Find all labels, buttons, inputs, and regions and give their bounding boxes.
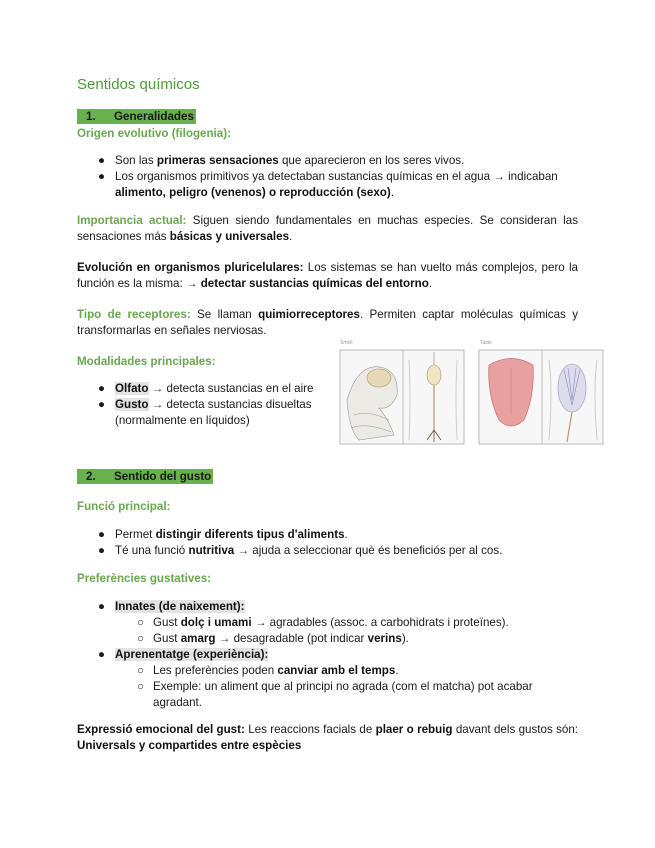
funcio-heading: Funció principal: — [77, 500, 171, 513]
section-1-heading — [77, 110, 196, 123]
expressio-paragraph: Expressió emocional del gust: Les reaccions facials de plaer o rebuig davant dels gustos són: Universals y compartides entre espècies — [77, 723, 578, 752]
smell-caption: Smell — [340, 340, 353, 346]
bullet-icon: ● — [98, 154, 106, 167]
bullet-icon: ● — [98, 648, 106, 661]
origen-heading: Origen evolutivo (filogenia): — [77, 127, 231, 140]
smell-taste-illustration — [339, 340, 604, 447]
bullet-icon: ● — [98, 398, 106, 411]
circle-bullet-icon: ○ — [137, 680, 145, 693]
circle-bullet-icon: ○ — [137, 632, 145, 645]
bullet-icon: ● — [98, 382, 106, 395]
document-page: Sentidos químicos 1. Generalidades Origen evolutivo (filogenia): ● Son las primeras sensaciones que aparecieron en los seres vivos. ● Los organismos primitivos ya detectaban sustancias químicas en el agua → indicaban alimento, peligro (venenos) o reproducción (sexo). Importancia actual: Siguen siendo fundamentales en muchas especies. Se consideran las sensaciones más básicas y universales. Evolución en organismos pluricelulares: Los sistemas se han vuelto más complejos, pero la función es la misma: → detectar sustancias químicas del entorno. Tipo de receptores: Se llaman quimiorreceptores. Permiten captar moléculas químicas y transformarlas en señales nerviosas. Modalidades principales: ● Olfato → detecta sustancias en el aire ● Gusto → detecta sustancias disueltas (normalmente en líquidos) Smell Taste 2. Sentido del gusto Funció principal: ● Permet distingir diferents tipus d'aliments. ● Té una funció nutritiva → ajuda a seleccionar què és beneficiós per al cos. Preferències gustatives: ● Innates (de naixement): ○ Gust dolç i umami → agradables (assoc. a carbohidrats i proteïnes). ○ Gust amarg → desagradable (pot indicar verins). ● Aprenentatge (experiència): ○ Les preferències poden canviar amb el temps. ○ Exemple: un aliment que al principi no agrada (com el matcha) pot acabar agradant. Expressió emocional del gust: Les reaccions facials de plaer o rebuig davant dels gustos són: Universals y compartides entre espècies — [0, 0, 655, 848]
bullet-icon: ● — [98, 544, 106, 557]
bullet-icon: ● — [98, 528, 106, 541]
circle-bullet-icon: ○ — [137, 616, 145, 629]
bullet-icon: ● — [98, 170, 106, 183]
page-title: Sentidos químicos — [77, 76, 200, 93]
section-2-label: Sentido del gusto — [114, 470, 212, 483]
circle-bullet-icon: ○ — [137, 664, 145, 677]
tipo-receptores-paragraph: Tipo de receptores: Se llaman quimiorreceptores. Permiten captar moléculas químicas y transformarlas en señales nerviosas. — [77, 308, 579, 337]
section-1-number: 1. — [86, 110, 96, 123]
section-2-heading — [77, 470, 213, 483]
chemoreceptor-figure — [339, 340, 604, 447]
taste-caption: Taste — [480, 340, 492, 346]
evolucion-paragraph: Evolución en organismos pluricelulares: Los sistemas se han vuelto más complejos, pero la función es la misma: → detectar sustancias químicas del entorno. — [77, 261, 578, 290]
section-2-number: 2. — [86, 470, 96, 483]
bullet-icon: ● — [98, 600, 106, 613]
modalidades-heading: Modalidades principales: — [77, 355, 216, 368]
importancia-paragraph: Importancia actual: Siguen siendo fundamentales en muchas especies. Se consideran las sensaciones más básicas y universales. — [77, 214, 578, 243]
section-1-label: Generalidades — [114, 110, 194, 123]
preferencies-heading: Preferències gustatives: — [77, 572, 212, 585]
